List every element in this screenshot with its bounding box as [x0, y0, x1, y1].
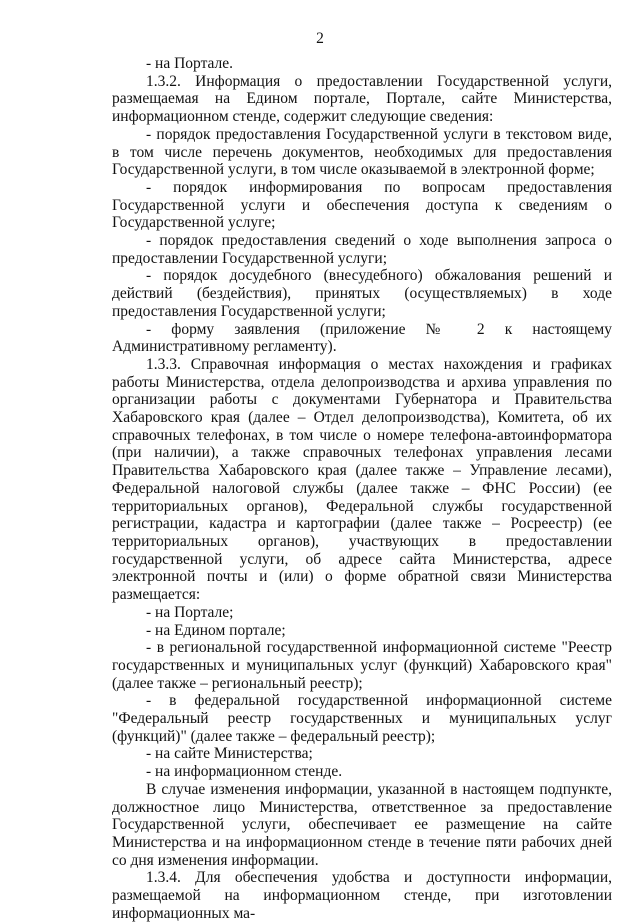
paragraph: - в региональной государственной информационной системе "Реестр государственных и муниципальных услуг (функций) Хабаровского края" (далее также – региональный реестр);	[112, 639, 612, 692]
paragraph: - порядок досудебного (внесудебного) обжалования решений и действий (бездействия), принятых (осуществляемых) в ходе предоставления Государственной услуги;	[112, 267, 612, 320]
paragraph: - порядок информирования по вопросам предоставления Государственной услуги и обеспечения доступа к сведениям о Государственной услуге;	[112, 178, 612, 232]
paragraph: - на Едином портале;	[146, 621, 286, 639]
paragraph: - на Портале.	[146, 55, 234, 72]
paragraph: - форму заявления (приложение № 2 к настоящему Административному регламенту).	[112, 320, 612, 356]
paragraph: - порядок предоставления Государственной услуги в текстовом виде, в том числе перечень документов, необходимых для предоставления Государственной услуги, в том числе оказываемой в электронной форме;	[112, 125, 612, 179]
paragraph: - на Портале;	[146, 603, 234, 621]
document-body	[112, 55, 612, 922]
paragraph: - в федеральной государственной информационной системе "Федеральный реестр государственных и муниципальных услуг (функций)" (далее также – федеральный реестр);	[112, 692, 612, 745]
paragraph: - на сайте Министерства;	[146, 745, 313, 763]
paragraph: 1.3.3. Справочная информация о местах нахождения и графиках работы Министерства, отдела делопроизводства и архива управления по организации работы с документами Губернатора и Правительства Хабаровского края (далее – Отдел делопроизводства), Комитета, об их справочных телефонах, в том числе о номере телефона-автоинформатора (при наличии), а также справочных телефонах управления лесами Правительства Хабаровского края (далее также – Управление лесами), Федеральной налоговой службы (далее также – ФНС России) (ее территориальных органов), Федеральной службы государственной регистрации, кадастра и картографии (далее также – Росреестр) (ее территориальных органов), участвующих в предоставлении государственной услуги, об адресе сайта Министерства, адресе электронной почты и (или) о форме обратной связи Министерства размещается:	[112, 355, 612, 604]
page-number: 2	[316, 30, 324, 47]
paragraph: 1.3.2. Информация о предоставлении Государственной услуги, размещаемая на Едином портале, Портале, сайте Министерства, информационном стенде, содержит следующие сведения:	[112, 72, 612, 126]
paragraph: 1.3.4. Для обеспечения удобства и доступности информации, размещаемой на информационном стенде, при изготовлении информационных ма-	[112, 869, 612, 922]
paragraph: В случае изменения информации, указанной в настоящем подпункте, должностное лицо Министерства, ответственное за предоставление Государственной услуги, обеспечивает ее размещение на сайте Министерства и на информационном стенде в течение пяти рабочих дней со дня изменения информации.	[112, 780, 612, 869]
paragraph: - на информационном стенде.	[146, 763, 343, 781]
paragraph: - порядок предоставления сведений о ходе выполнения запроса о предоставлении Государственной услуги;	[112, 232, 612, 267]
